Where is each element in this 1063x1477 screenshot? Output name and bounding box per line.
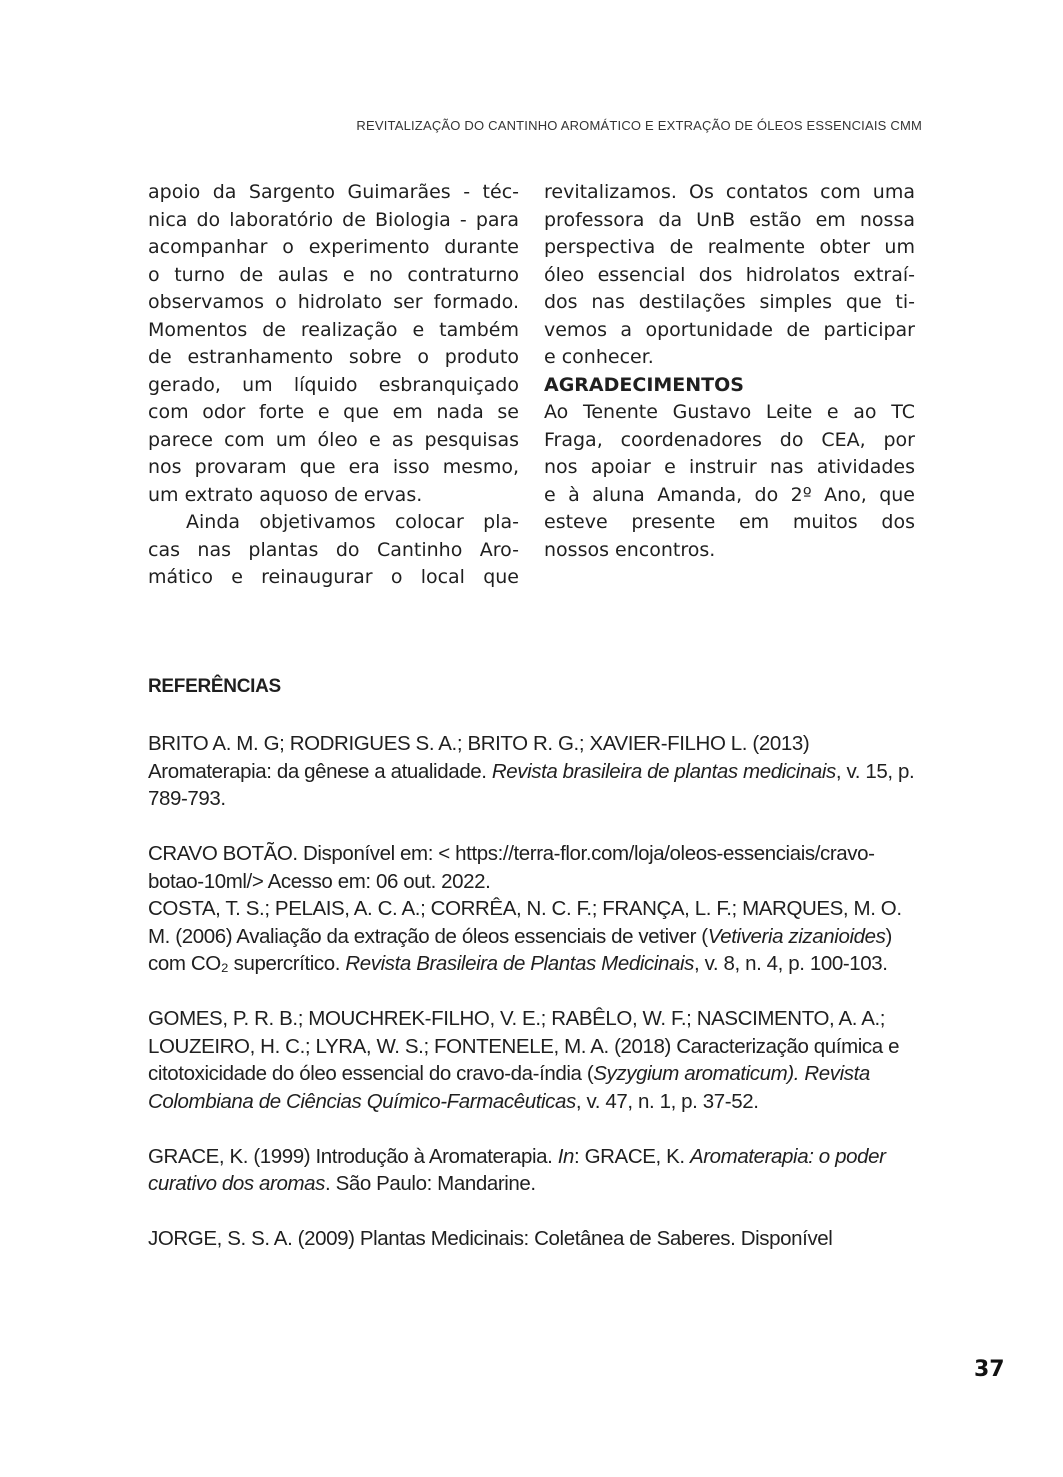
reference-title: Revista brasileira de plantas medicinais [491,759,836,783]
text-line: observamos o hidrolato ser formado. [148,291,519,313]
reference-text: BRITO A. M. G; RODRIGUES S. A.; BRITO R. G.; XAVIER-FILHO L. (2013) Aromaterapia: da gênese a atualidade. [148,732,810,783]
acknowledgements-paragraph [544,399,915,564]
text-line: óleo essencial dos hidrolatos extraí- [544,263,915,286]
reference-item [148,895,918,978]
text-line: um extrato aquoso de ervas. [148,483,423,506]
text-line: parece com um óleo e as pesquisas [148,428,519,451]
left-column [148,179,519,592]
reference-text: GRACE, K. (1999) Introdução à Aromaterapia. [148,1144,558,1168]
body-paragraph [544,179,915,372]
text-line: nica do laboratório de Biologia - para [148,208,519,231]
right-column [544,179,915,564]
reference-text: , v. 15, p. 789-793. [148,759,915,810]
text-line: e à aluna Amanda, do 2º Ano, que [544,483,915,506]
text-line: o turno de aulas e no contraturno [148,263,519,286]
text-line: Fraga, coordenadores do CEA, por [544,428,915,451]
reference-text: ) com CO₂ supercrítico. [148,924,892,975]
text-line: vemos a oportunidade de participar [544,318,915,341]
reference-text: : GRACE, K. [574,1144,690,1168]
text-line: esteve presente em muitos dos [544,511,915,533]
reference-title: Aromaterapia: o poder curativo dos aromas [148,1144,886,1195]
reference-text-italic: In [557,1144,574,1168]
text-line: gerado, um líquido esbranquiçado [148,373,519,396]
references-list [148,730,918,1253]
text-line: Momentos de realização e também [148,318,519,341]
text-line: de estranhamento sobre o produto [148,346,519,368]
text-line: dos nas destilações simples que ti- [544,291,915,313]
text-line: mático e reinaugurar o local que [148,566,519,588]
body-paragraph [148,509,519,592]
reference-text: GOMES, P. R. B.; MOUCHREK-FILHO, V. E.; RABÊLO, W. F.; NASCIMENTO, A. A.; LOUZEIRO, H. C.; LYRA, W. S.; FONTENELE, M. A. (2018) Caracterização química e citotoxicidade do óleo essencial do cravo-da-índia ( [148,1007,900,1085]
text-line: Ao Tenente Gustavo Leite e ao TC [544,401,915,423]
running-header: REVITALIZAÇÃO DO CANTINHO AROMÁTICO E EXTRAÇÃO DE ÓLEOS ESSENCIAIS CMM [356,118,922,133]
text-line: apoio da Sargento Guimarães - téc- [148,181,519,203]
text-line: acompanhar o experimento durante [148,236,519,258]
acknowledgements-heading: AGRADECIMENTOS [544,373,744,396]
reference-title: Syzygium aromaticum). Revista Colombiana de Ciências Químico-Farmacêuticas [148,1062,870,1113]
page-number: 37 [974,1357,1005,1382]
text-line: nos apoiar e instruir nas atividades [544,456,915,478]
references-heading: REFERÊNCIAS [148,676,281,697]
text-line: Ainda objetivamos colocar pla- [186,511,519,533]
text-line: e conhecer. [544,346,654,368]
reference-item [148,1225,918,1253]
reference-text: , v. 47, n. 1, p. 37-52. [575,1089,759,1113]
text-line: professora da UnB estão em nossa [544,208,915,231]
text-line: nossos encontros. [544,538,716,561]
reference-item [148,730,918,813]
reference-item [148,1143,918,1198]
text-line: com odor forte e que em nada se [148,401,519,423]
reference-text: JORGE, S. S. A. (2009) Plantas Medicinais: Coletânea de Saberes. Disponível [148,1227,833,1250]
body-paragraph [148,179,519,509]
reference-text: , v. 8, n. 4, p. 100-103. [693,952,888,975]
reference-species: Vetiveria zizanioides [707,924,886,948]
reference-item [148,840,918,895]
reference-item [148,1005,918,1115]
reference-text: . São Paulo: Mandarine. [324,1172,536,1195]
text-line: cas nas plantas do Cantinho Aro- [148,538,519,561]
text-line: perspectiva de realmente obter um [544,236,915,258]
text-line: nos provaram que era isso mesmo, [148,456,519,478]
reference-text: COSTA, T. S.; PELAIS, A. C. A.; CORRÊA, N. C. F.; FRANÇA, L. F.; MARQUES, M. O. M. (2006) Avaliação da extração de óleos essenciais de vetiver ( [148,897,902,948]
text-line: revitalizamos. Os contatos com uma [544,181,915,203]
reference-title: Revista Brasileira de Plantas Medicinais [345,952,694,975]
reference-text: CRAVO BOTÃO. Disponível em: < https://terra-flor.com/loja/oleos-essenciais/cravo-botao-10ml/> Acesso em: 06 out. 2022. [148,842,875,893]
